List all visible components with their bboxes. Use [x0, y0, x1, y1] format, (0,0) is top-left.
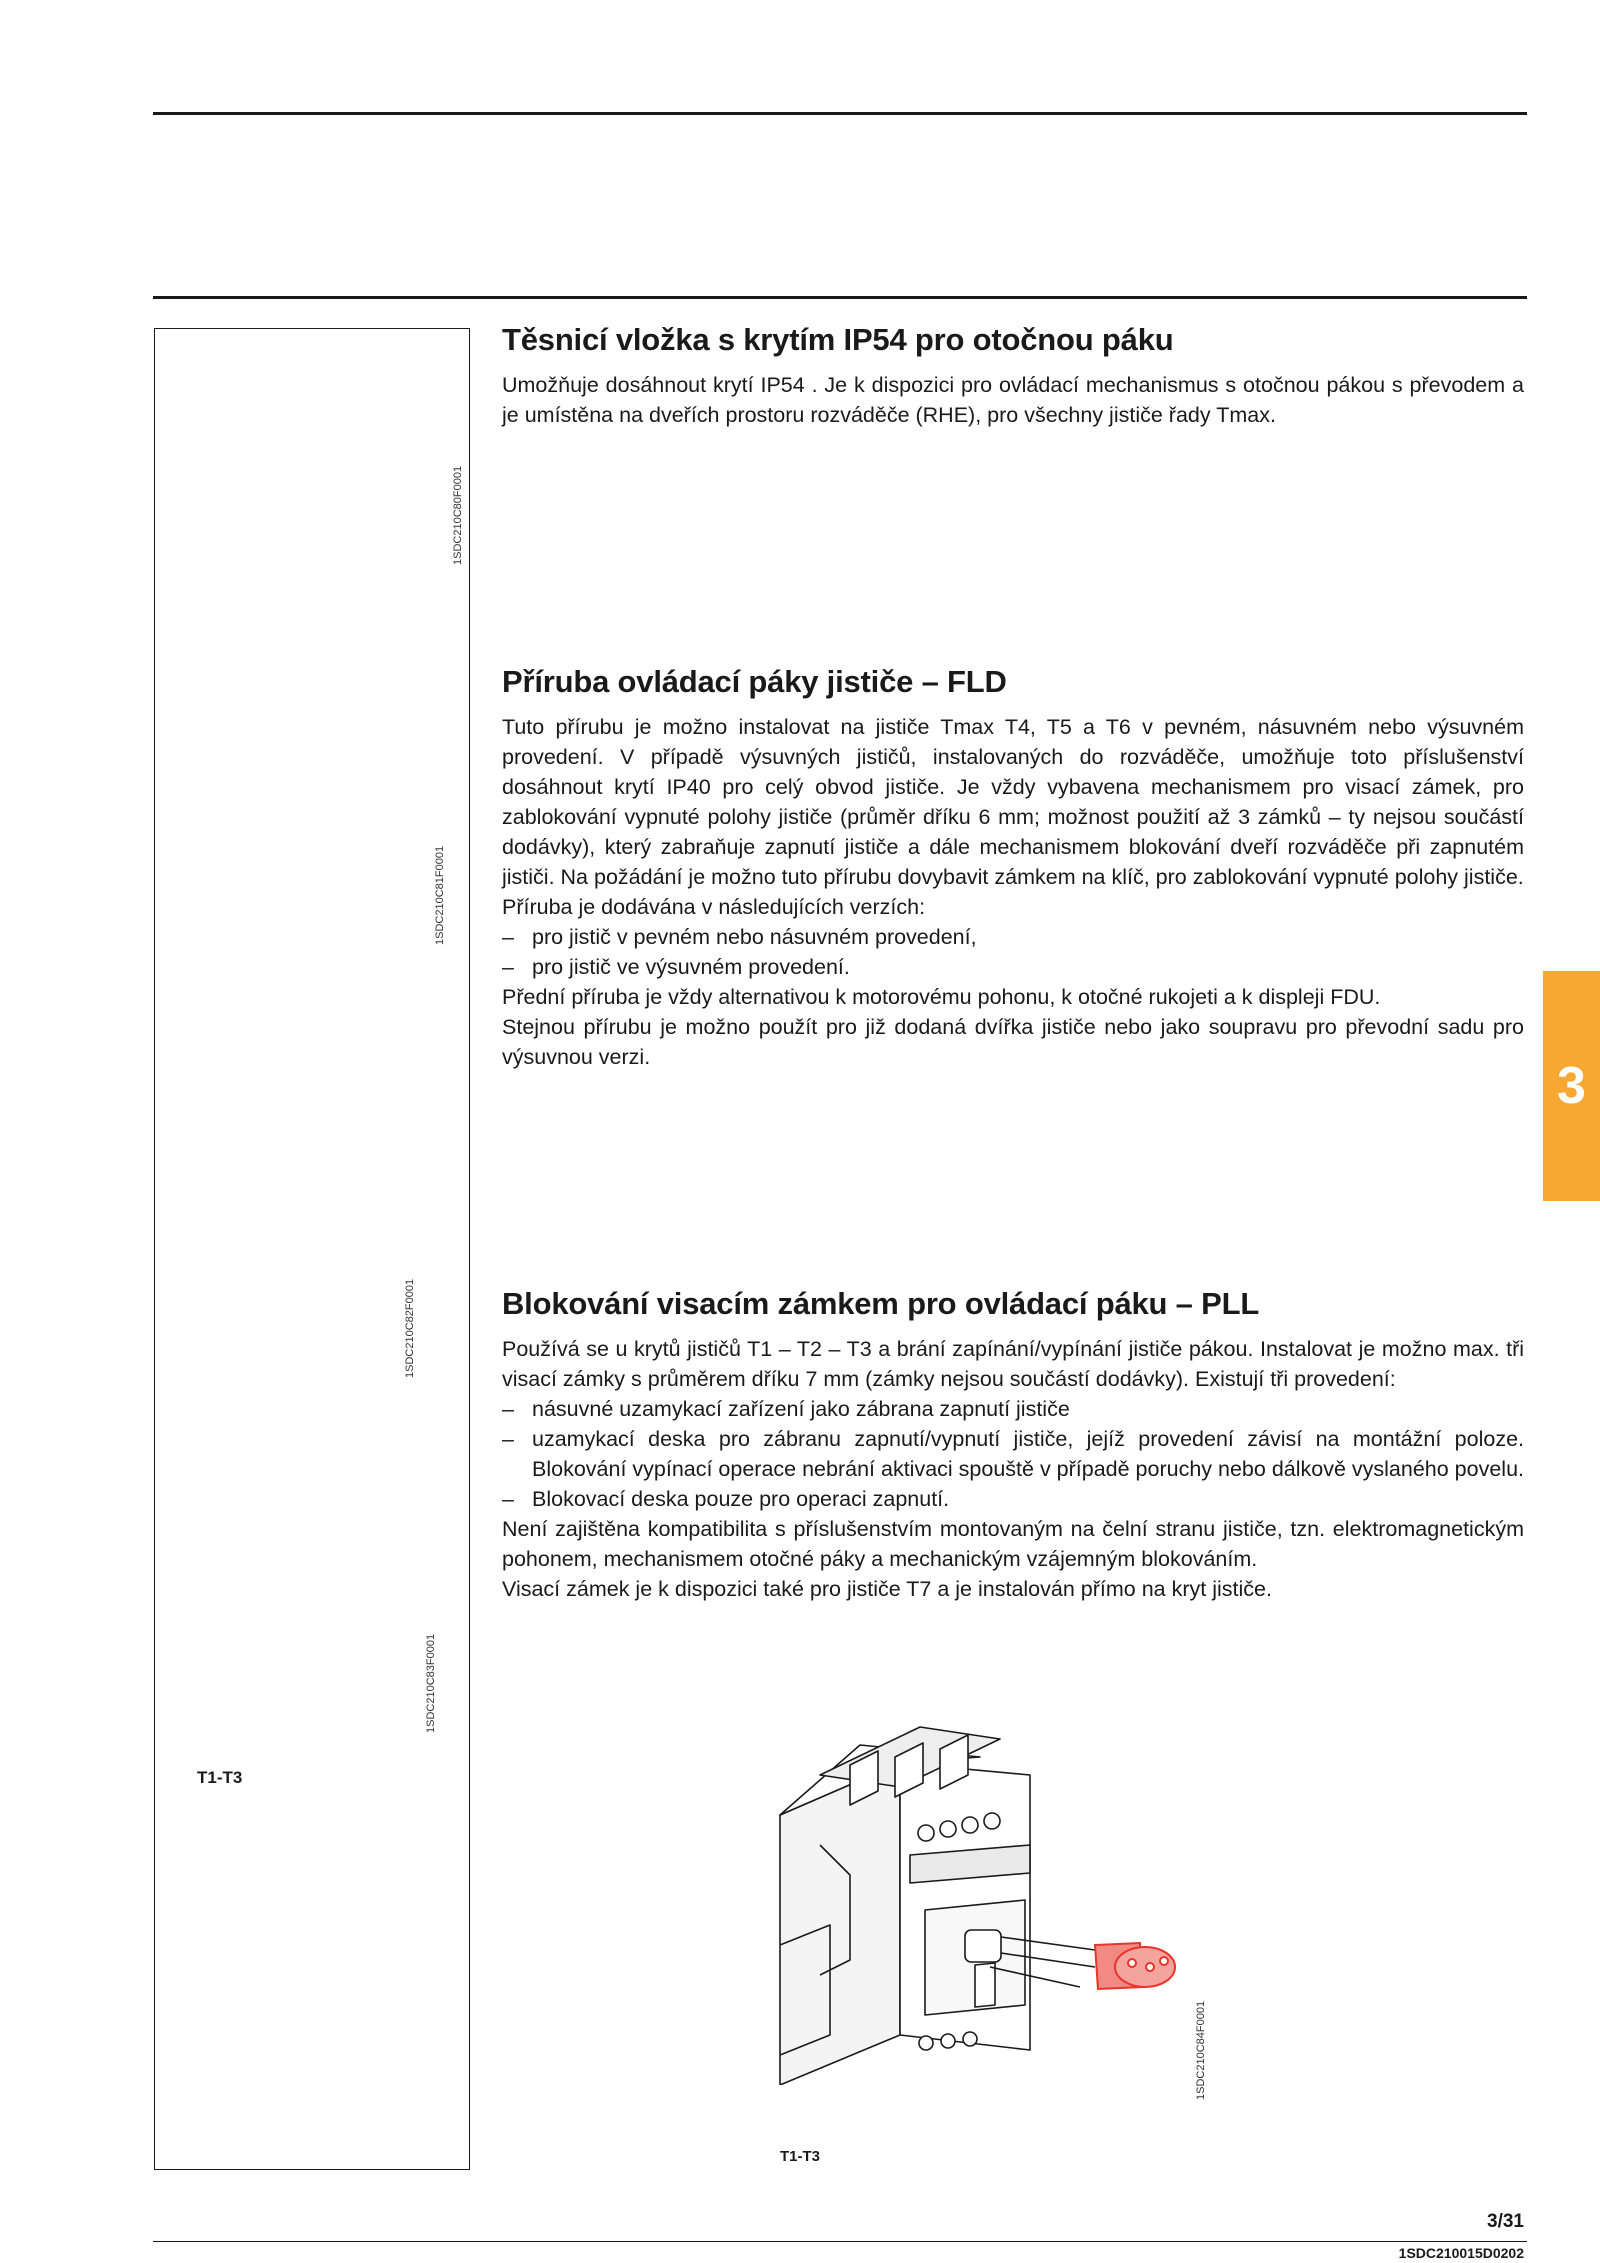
versions-intro: Příruba je dodávána v následujících verzích: [502, 894, 926, 919]
image-code-3: 1SDC210C82F0001 [404, 1278, 416, 1378]
image-code-1: 1SDC210C80F0001 [452, 465, 464, 565]
section-ip54 [502, 322, 1524, 430]
header-rule [153, 296, 1527, 299]
breaker-padlock-illustration [760, 1705, 1240, 2085]
section-body: Tuto přírubu je možno instalovat na jističe Tmax T4, T5 a T6 v pevném, násuvném nebo výsuvném provedení. V případě výsuvných jističů, instalovaných do rozváděče, umožňuje toto příslušenství dosáhnout krytí IP40 pro celý obvod jističe. Je vždy vybavena mechanismem pro visací zámek, pro zablokování vypnuté polohy jističe (průměr dříku 6 mm; možnost použití až 3 zámků – ty nejsou součástí dodávky), který zabraňuje zapnutí jističe a dále mechanismem blokování dveří rozváděče při zapnutém jističi. Na požádání je možno tuto přírubu dovybavit zámkem na klíč, pro zablokování vypnuté polohy jističe. [502, 714, 1524, 889]
dash-bullet: – [502, 1486, 514, 1511]
note: Přední příruba je vždy alternativou k motorovému pohonu, k otočné rukojeti a k displeji FDU. [502, 984, 1381, 1009]
note: Stejnou přírubu je možno použít pro již dodaná dvířka jističe nebo jako soupravu pro převodní sadu pro výsuvnou verzi. [502, 1014, 1524, 1069]
figure-caption: T1-T3 [780, 2148, 821, 2165]
figure-code: 1SDC210C84F0001 [1195, 2000, 1207, 2100]
document-code: 1SDC210015D0202 [1398, 2245, 1524, 2261]
list-item-text: uzamykací deska pro zábranu zapnutí/vypnutí jističe, jejíž provedení závisí na montážní poloze. Blokování vypínací operace nebrání aktivaci spouště v případě poruchy nebo dálkově vyslaného povelu. [532, 1426, 1525, 1481]
image-sidebar [154, 328, 470, 2170]
image-code-4: 1SDC210C83F0001 [425, 1633, 437, 1733]
dash-bullet: – [502, 924, 514, 949]
section-title: Příruba ovládací páky jističe – FLD [502, 664, 1007, 699]
list-item-text: Blokovací deska pouze pro operaci zapnutí. [532, 1486, 950, 1511]
list-item-text: násuvné uzamykací zařízení jako zábrana zapnutí jističe [532, 1396, 1070, 1421]
list-item [502, 1424, 1524, 1484]
list-item [502, 1484, 1524, 1514]
dash-bullet: – [502, 1396, 514, 1421]
section-fld [502, 664, 1524, 1072]
section-pll [502, 1286, 1524, 1604]
section-title: Blokování visacím zámkem pro ovládací páku – PLL [502, 1286, 1260, 1321]
list-item [502, 1394, 1524, 1424]
image-code-2: 1SDC210C81F0001 [434, 845, 446, 945]
top-rule [153, 112, 1527, 115]
dash-bullet: – [502, 1426, 514, 1451]
list-item-text: pro jistič ve výsuvném provedení. [532, 954, 850, 979]
page-number: 3/31 [1487, 2211, 1524, 2232]
dash-bullet: – [502, 954, 514, 979]
list-item [502, 922, 1524, 952]
section-body: Umožňuje dosáhnout krytí IP54 . Je k dispozici pro ovládací mechanismus s otočnou pákou s převodem a je umístěna na dveřích prostoru rozváděče (RHE), pro všechny jističe řady Tmax. [502, 372, 1524, 427]
list-item-text: pro jistič v pevném nebo násuvném provedení, [532, 924, 977, 949]
section-body: Používá se u krytů jističů T1 – T2 – T3 a brání zapínání/vypínání jističe pákou. Instalovat je možno max. tři visací zámky s průměrem dříku 7 mm (zámky nejsou součástí dodávky). Existují tři provedení: [502, 1336, 1524, 1391]
list-item [502, 952, 1524, 982]
note: Visací zámek je k dispozici také pro jističe T7 a je instalován přímo na kryt jističe. [502, 1576, 1272, 1601]
footer-rule [153, 2241, 1527, 2242]
chapter-tab: 3 [1543, 971, 1600, 1201]
sidebar-caption: T1-T3 [197, 1768, 243, 1787]
section-title: Těsnicí vložka s krytím IP54 pro otočnou páku [502, 322, 1174, 357]
note: Není zajištěna kompatibilita s příslušenstvím montovaným na čelní stranu jističe, tzn. elektromagnetickým pohonem, mechanismem otočné páky a mechanickým vzájemným blokováním. [502, 1516, 1524, 1571]
